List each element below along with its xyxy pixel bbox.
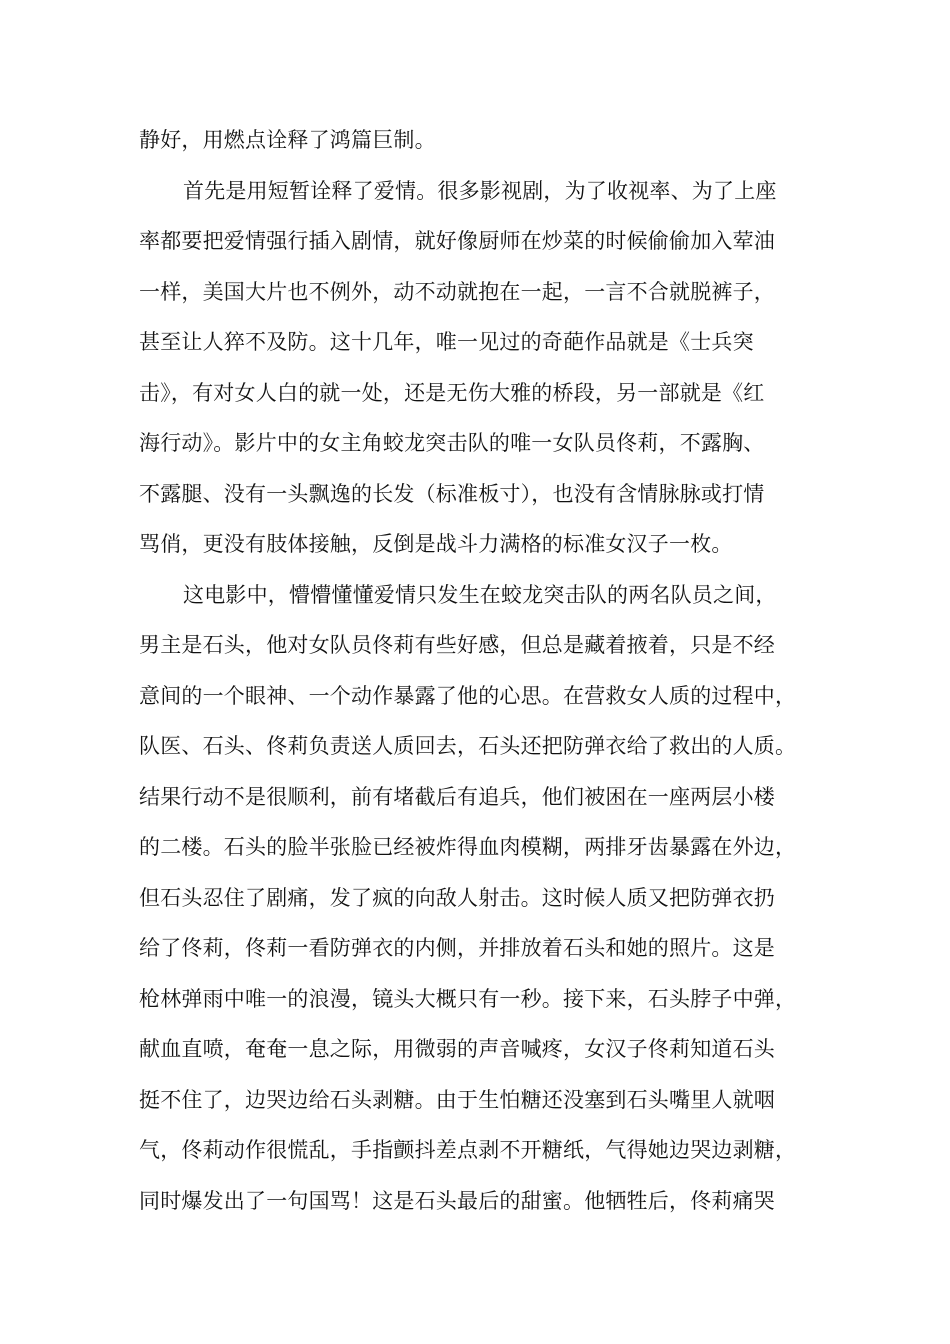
text-line: 挺不住了，边哭边给石头剥糖。由于生怕糖还没塞到石头嘴里人就咽 bbox=[139, 1087, 775, 1112]
text-line: 男主是石头，他对女队员佟莉有些好感，但总是藏着掖着，只是不经 bbox=[139, 633, 775, 657]
text-line: 率都要把爱情强行插入剧情，就好像厨师在炒菜的时候偷偷加入荤油 bbox=[139, 229, 775, 253]
text-line: 的二楼。石头的脸半张脸已经被炸得血肉模糊，两排牙齿暴露在外边， bbox=[139, 835, 797, 859]
text-line: 骂俏，更没有肢体接触，反倒是战斗力满格的标准女汉子一枚。 bbox=[139, 532, 733, 556]
text-line: 海行动》。影片中的女主角蛟龙突击队的唯一女队员佟莉，不露胸、 bbox=[139, 431, 765, 455]
text-line: 给了佟莉，佟莉一看防弹衣的内侧，并排放着石头和她的照片。这是 bbox=[139, 936, 775, 960]
text-line: 意间的一个眼神、一个动作暴露了他的心思。在营救女人质的过程中， bbox=[139, 683, 797, 708]
text-line: 甚至让人猝不及防。这十几年，唯一见过的奇葩作品就是《士兵突 bbox=[139, 330, 754, 354]
text-line: 枪林弹雨中唯一的浪漫，镜头大概只有一秒。接下来，石头脖子中弹， bbox=[139, 986, 797, 1011]
text-line: 静好，用燃点诠释了鸿篇巨制。 bbox=[139, 128, 436, 152]
text-line: 队医、石头、佟莉负责送人质回去，石头还把防弹衣给了救出的人质。 bbox=[139, 734, 797, 758]
text-line: 献血直喷，奄奄一息之际，用微弱的声音喊疼，女汉子佟莉知道石头 bbox=[139, 1037, 775, 1061]
text-line: 但石头忍住了剧痛，发了疯的向敌人射击。这时候人质又把防弹衣扔 bbox=[139, 885, 775, 910]
paragraph-first-line: 这电影中，懵懵懂懂爱情只发生在蛟龙突击队的两名队员之间， bbox=[183, 582, 777, 607]
text-line: 同时爆发出了一句国骂！这是石头最后的甜蜜。他牺牲后，佟莉痛哭 bbox=[139, 1188, 775, 1213]
body-text bbox=[139, 115, 819, 1226]
text-line: 结果行动不是很顺利，前有堵截后有追兵，他们被困在一座两层小楼 bbox=[139, 784, 775, 809]
paragraph-first-line: 首先是用短暂诠释了爱情。很多影视剧，为了收视率、为了上座 bbox=[183, 178, 777, 203]
text-line: 气，佟莉动作很慌乱，手指颤抖差点剥不开糖纸，气得她边哭边剥糖， bbox=[139, 1138, 797, 1162]
text-line: 击》，有对女人白的就一处，还是无伤大雅的桥段，另一部就是《红 bbox=[139, 380, 765, 405]
text-line: 一样，美国大片也不例外，动不动就抱在一起，一言不合就脱裤子， bbox=[139, 279, 775, 304]
text-line: 不露腿、没有一头飘逸的长发（标准板寸），也没有含情脉脉或打情 bbox=[139, 481, 765, 506]
